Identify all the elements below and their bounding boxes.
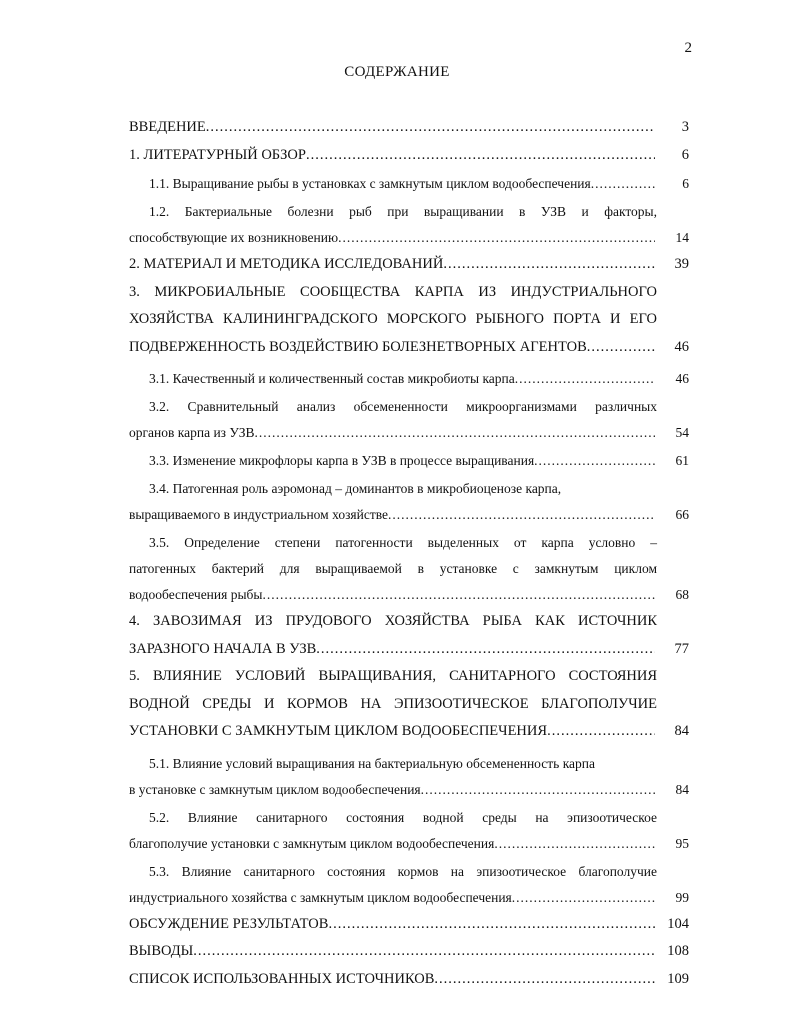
toc-entry-title: 3.1. Качественный и количественный состав микробиоты карпа [149,371,515,386]
page-title: СОДЕРЖАНИЕ [344,64,450,80]
toc-entry-title: 3. МИКРОБИАЛЬНЫЕ СООБЩЕСТВА КАРПА ИЗ ИНДУСТРИАЛЬНОГО [129,283,657,300]
toc-entry-title: 2. МАТЕРИАЛ И МЕТОДИКА ИССЛЕДОВАНИЙ [129,256,444,272]
toc-entry-section-1-1[interactable] [129,171,689,197]
toc-entry-title: 4. ЗАВОЗИМАЯ ИЗ ПРУДОВОГО ХОЗЯЙСТВА РЫБА КАК ИСТОЧНИК [129,613,657,629]
dot-leader [255,420,655,446]
toc-entry-title-cont: в установке с замкнутым циклом водообеспечения [129,781,421,797]
toc-entry-page: 104 [667,915,689,932]
toc-entry-page: 95 [675,835,689,851]
table-of-contents [129,114,689,993]
toc-entry-title-cont: ЗАРАЗНОГО НАЧАЛА В УЗВ [129,640,317,657]
toc-entry-section-3-5[interactable] [129,530,689,608]
dot-leader [193,938,655,966]
toc-entry-page: 39 [674,256,689,272]
dot-leader [306,142,655,170]
toc-entry-title-cont: ВОДНОЙ СРЕДЫ И КОРМОВ НА ЭПИЗООТИЧЕСКОЕ БЛАГОПОЛУЧИЕ [129,695,657,712]
toc-entry-section-3-4[interactable] [129,476,689,528]
toc-entry-page: 84 [675,781,689,797]
toc-entry-section-3-2[interactable] [129,394,689,446]
toc-entry-page: 61 [675,453,689,468]
toc-entry-title: 5.3. Влияние санитарного состояния кормов на эпизоотическое благополучие [149,863,657,879]
dot-leader [547,718,655,746]
toc-entry-title-cont: органов карпа из УЗВ [129,425,255,440]
dot-leader [388,502,655,528]
toc-entry-title-cont: УСТАНОВКИ С ЗАМКНУТЫМ ЦИКЛОМ ВОДООБЕСПЕЧЕНИЯ [129,723,548,739]
toc-entry-references[interactable] [129,966,689,994]
toc-entry-title: 3.4. Патогенная роль аэромонад – доминантов в микробиоценозе карпа, [149,481,562,496]
toc-entry-title: ВЫВОДЫ [129,943,194,959]
dot-leader [434,966,655,994]
page-number: 2 [684,40,692,56]
toc-entry-chapter-4[interactable] [129,608,689,663]
dot-leader [316,636,655,664]
toc-entry-title: ОБСУЖДЕНИЕ РЕЗУЛЬТАТОВ [129,915,329,932]
dot-leader [591,171,655,197]
toc-entry-conclusions[interactable] [129,938,689,966]
toc-entry-page: 99 [675,889,689,905]
toc-entry-page: 14 [675,230,689,245]
toc-entry-page: 3 [681,119,689,135]
dot-leader [512,885,655,911]
toc-entry-section-5-1[interactable] [129,751,689,803]
dot-leader [443,251,655,279]
toc-entry-title: 1.2. Бактериальные болезни рыб при выращивании в УЗВ и факторы, [149,204,657,219]
toc-entry-title: 3.2. Сравнительный анализ обсемененности микроорганизмами различных [149,399,657,414]
toc-entry-title: 3.3. Изменение микрофлоры карпа в УЗВ в процессе выращивания [149,453,535,468]
toc-entry-title: 5. ВЛИЯНИЕ УСЛОВИЙ ВЫРАЩИВАНИЯ, САНИТАРНОГО СОСТОЯНИЯ [129,668,657,684]
toc-entry-page: 46 [674,338,689,355]
toc-entry-page: 77 [674,640,689,657]
toc-entry-chapter-1[interactable] [129,142,689,170]
toc-entry-chapter-2[interactable] [129,251,689,279]
toc-entry-title: 1.1. Выращивание рыбы в установках с замкнутым циклом водообеспечения [149,176,591,191]
toc-entry-title: 5.1. Влияние условий выращивания на бактериальную обсемененность карпа [149,755,596,771]
toc-entry-chapter-5[interactable] [129,663,689,746]
toc-entry-title-cont: ХОЗЯЙСТВА КАЛИНИНГРАДСКОГО МОРСКОГО РЫБНОГО ПОРТА И ЕГО [129,311,657,327]
toc-entry-title: 1. ЛИТЕРАТУРНЫЙ ОБЗОР [129,146,306,163]
dot-leader [338,225,655,251]
toc-entry-section-3-1[interactable] [129,366,689,392]
toc-entry-chapter-3[interactable] [129,279,689,362]
toc-entry-page: 108 [667,943,689,959]
toc-entry-page: 109 [667,970,689,987]
toc-entry-title-cont: водообеспечения рыбы [129,587,263,602]
dot-leader [328,911,655,939]
toc-entry-section-5-3[interactable] [129,859,689,911]
dot-leader [534,448,655,474]
toc-entry-page: 84 [674,723,689,739]
dot-leader [494,831,655,857]
toc-entry-page: 6 [681,146,689,163]
toc-entry-title-cont: способствующие их возникновению [129,230,339,245]
dot-leader [515,366,655,392]
toc-entry-discussion[interactable] [129,911,689,939]
dot-leader [262,582,655,608]
toc-entry-page: 68 [675,587,689,602]
dot-leader [206,114,655,142]
toc-entry-title: ВВЕДЕНИЕ [129,119,206,135]
toc-entry-title-cont: выращиваемого в индустриальном хозяйстве [129,507,389,522]
toc-entry-page: 6 [682,176,689,191]
toc-entry-page: 54 [675,425,689,440]
toc-entry-title-cont: патогенных бактерий для выращиваемой в установке с замкнутым циклом [129,561,657,576]
toc-entry-title-cont: индустриального хозяйства с замкнутым циклом водообеспечения [129,889,512,905]
toc-entry-title: 5.2. Влияние санитарного состояния водной среды на эпизоотическое [149,809,657,825]
toc-entry-page: 66 [675,507,689,522]
dot-leader [421,777,655,803]
toc-entry-section-1-2[interactable] [129,199,689,251]
toc-entry-title: СПИСОК ИСПОЛЬЗОВАННЫХ ИСТОЧНИКОВ [129,970,435,987]
toc-entry-title-cont: ПОДВЕРЖЕННОСТЬ ВОЗДЕЙСТВИЮ БОЛЕЗНЕТВОРНЫХ АГЕНТОВ [129,338,587,355]
toc-entry-page: 46 [675,371,689,386]
toc-entry-section-3-3[interactable] [129,448,689,474]
toc-entry-section-5-2[interactable] [129,805,689,857]
toc-entry-introduction[interactable] [129,114,689,142]
dot-leader [587,334,655,362]
toc-entry-title: 3.5. Определение степени патогенности выделенных от карпа условно – [149,535,657,550]
toc-entry-title-cont: благополучие установки с замкнутым циклом водообеспечения [129,835,495,851]
